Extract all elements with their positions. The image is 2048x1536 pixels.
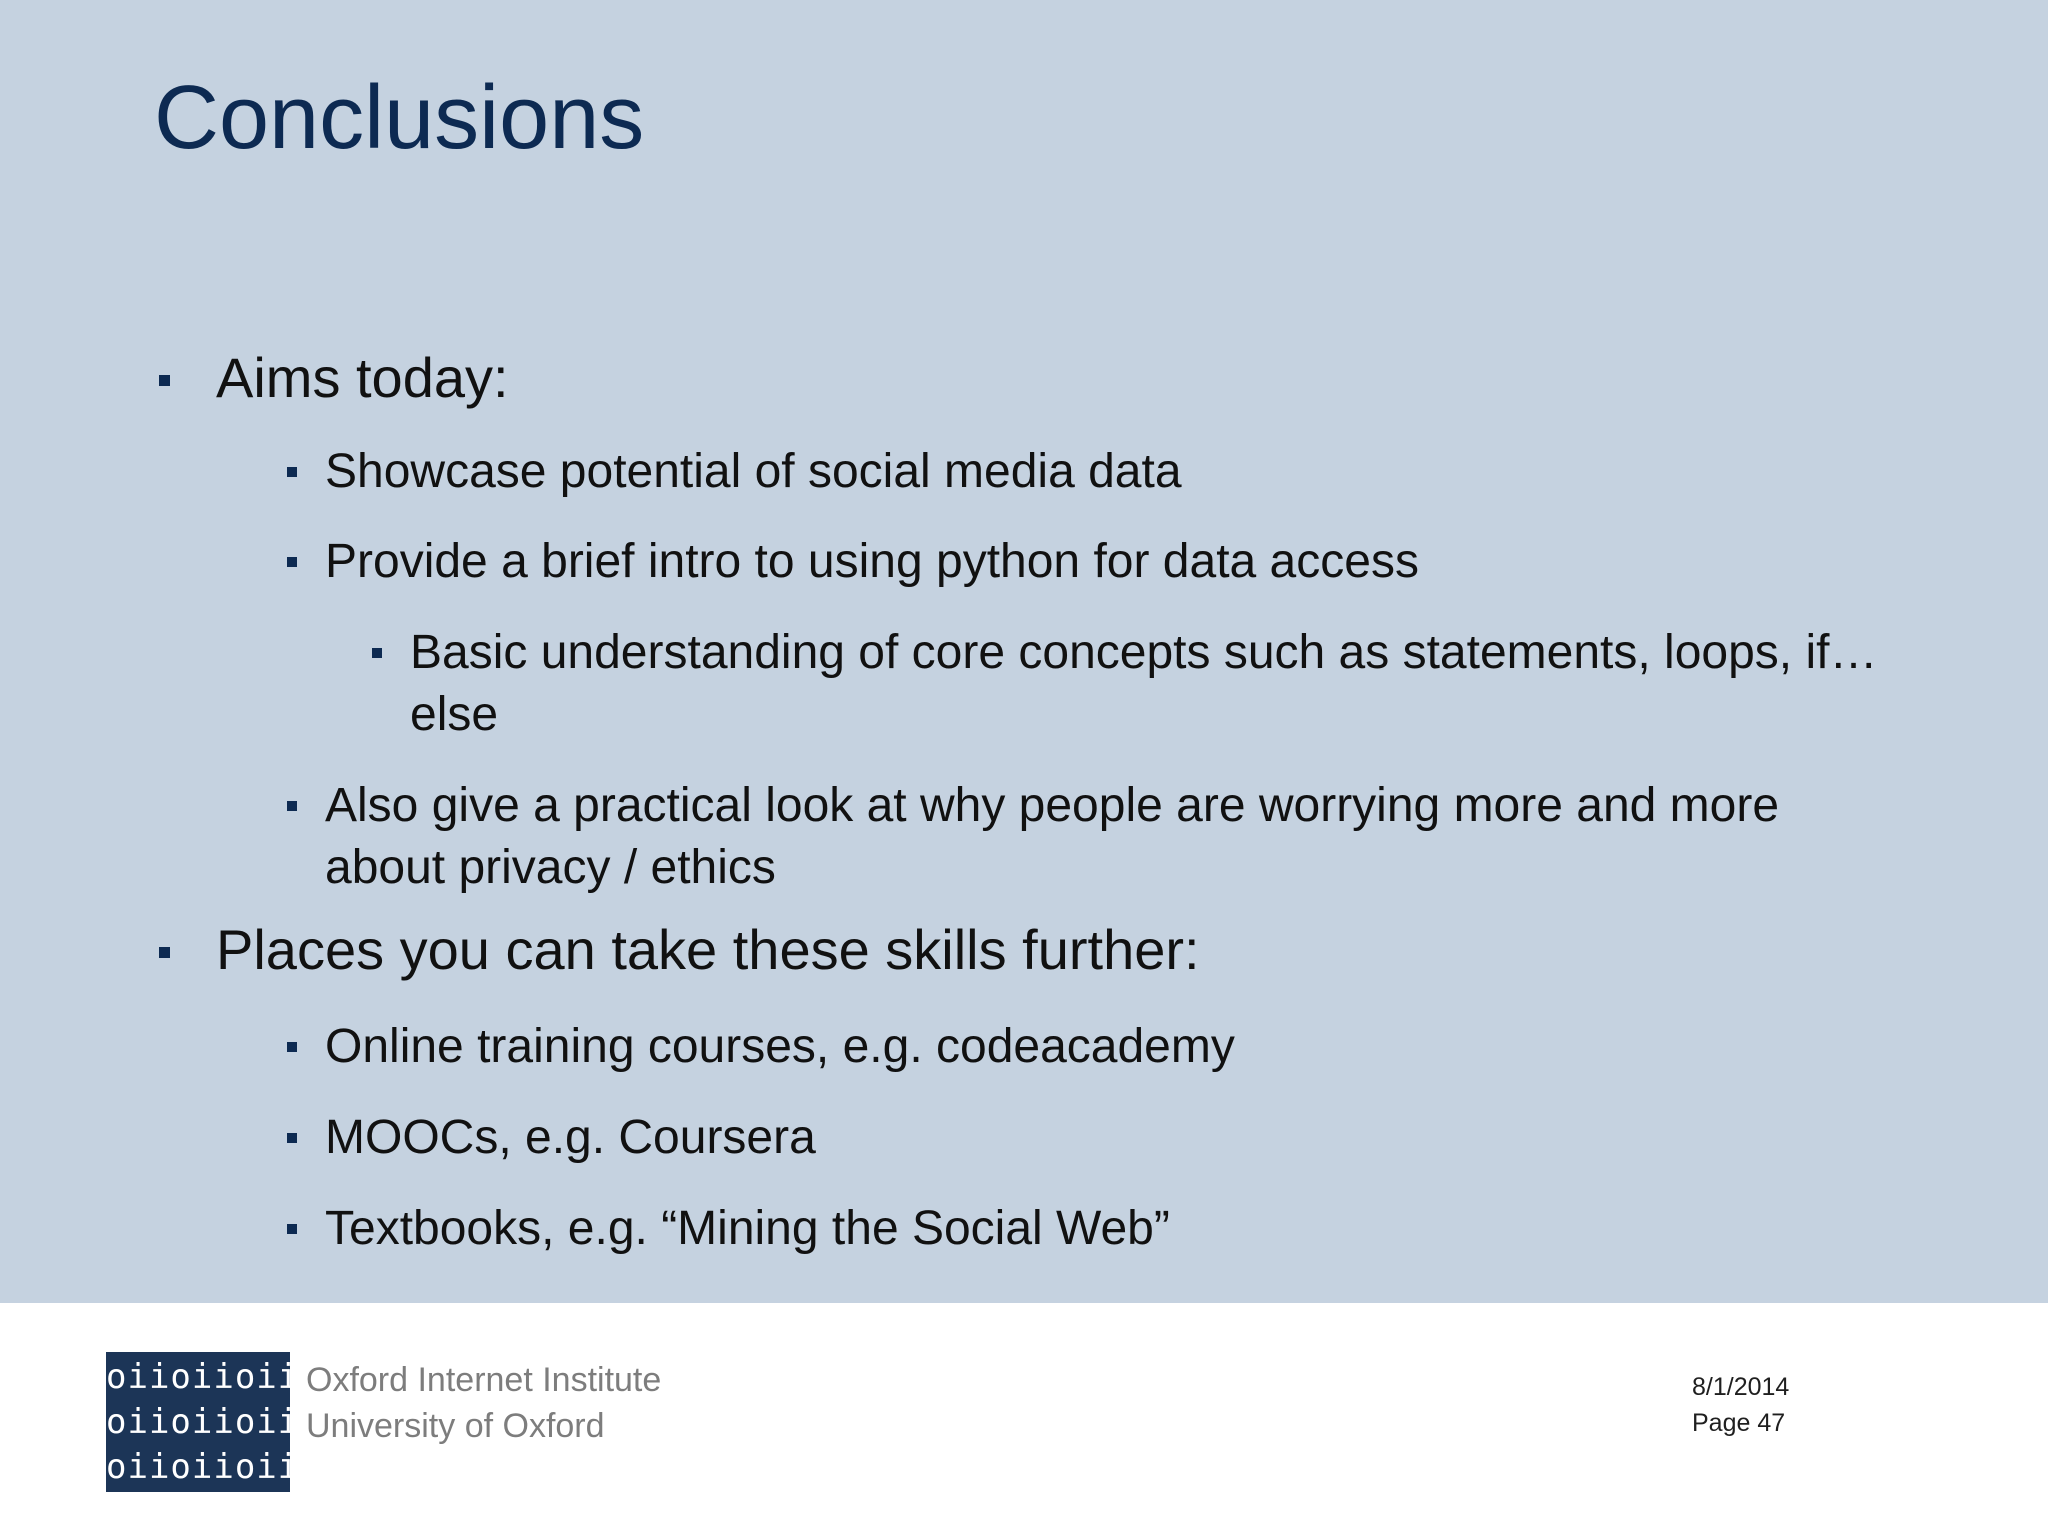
bullet-marker-icon xyxy=(159,947,170,958)
bullet-text: Basic understanding of core concepts such as statements, loops, if…else xyxy=(410,626,1878,741)
bullet-places-further xyxy=(216,918,1200,982)
bullet-text: Online training courses, e.g. codeacademy xyxy=(325,1020,1235,1073)
bullet-textbooks xyxy=(325,1198,1885,1260)
bullet-privacy-ethics xyxy=(325,775,1885,899)
oii-logo-icon xyxy=(106,1352,300,1492)
institute-name: Oxford Internet Institute xyxy=(306,1361,662,1399)
bullet-aims-today xyxy=(216,346,509,410)
bullet-python-intro xyxy=(325,531,1885,593)
bullet-text: Places you can take these skills further: xyxy=(216,918,1200,981)
university-name: University of Oxford xyxy=(306,1407,605,1445)
bullet-showcase xyxy=(325,441,1885,503)
slide-title: Conclusions xyxy=(154,68,645,168)
bullet-marker-icon xyxy=(287,1042,297,1052)
bullet-text: MOOCs, e.g. Coursera xyxy=(325,1111,816,1164)
bullet-marker-icon xyxy=(287,1224,297,1234)
slide-meta xyxy=(1692,1369,1789,1441)
bullet-marker-icon xyxy=(372,648,382,658)
bullet-text: Provide a brief intro to using python for data access xyxy=(325,535,1419,588)
bullet-marker-icon xyxy=(159,375,170,386)
bullet-moocs xyxy=(325,1107,1885,1169)
bullet-marker-icon xyxy=(287,467,297,477)
logo-binary-row: oiioiioii xyxy=(106,1356,300,1397)
bullet-text: Textbooks, e.g. “Mining the Social Web” xyxy=(325,1202,1170,1255)
logo-binary-row: oiioiioii xyxy=(106,1447,300,1488)
bullet-text: Aims today: xyxy=(216,346,509,409)
bullet-marker-icon xyxy=(287,557,297,567)
logo-binary-row: oiioiioii xyxy=(106,1401,300,1442)
page-number: Page 47 xyxy=(1692,1409,1786,1437)
bullet-text: Also give a practical look at why people are worrying more and more about privacy / ethics xyxy=(325,779,1780,894)
bullet-online-courses xyxy=(325,1016,1885,1078)
bullet-core-concepts xyxy=(410,622,1910,746)
slide-footer xyxy=(0,1303,2048,1536)
bullet-marker-icon xyxy=(287,1133,297,1143)
institution-name xyxy=(306,1357,661,1449)
bullet-text: Showcase potential of social media data xyxy=(325,445,1182,498)
bullet-marker-icon xyxy=(287,801,297,811)
slide-date: 8/1/2014 xyxy=(1692,1373,1790,1401)
